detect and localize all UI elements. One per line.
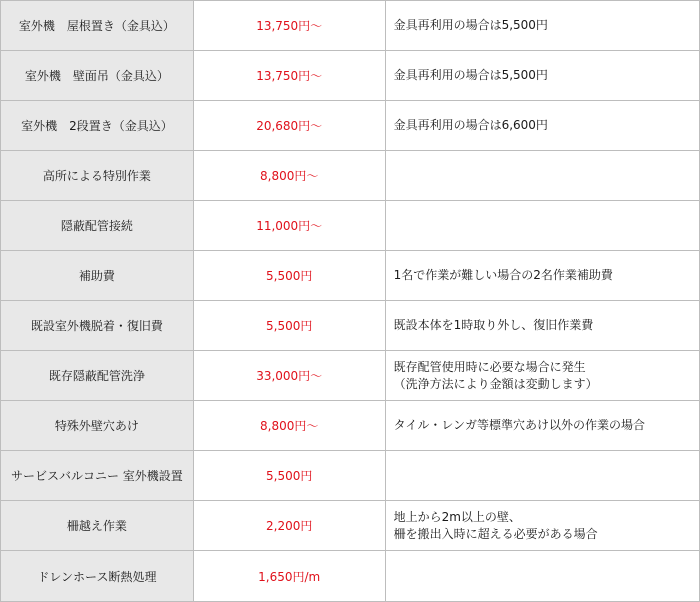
note-line: 金具再利用の場合は5,500円 <box>393 18 548 32</box>
service-name-cell: 既存隠蔽配管洗浄 <box>1 351 194 401</box>
price-cell: 13,750円～ <box>193 1 385 51</box>
table-row <box>1 251 700 301</box>
service-name-cell: ドレンホース断熱処理 <box>1 551 194 602</box>
service-name-cell: 柵越え作業 <box>1 501 194 551</box>
table-row <box>1 401 700 451</box>
note-cell <box>385 551 699 602</box>
service-name-cell: 高所による特別作業 <box>1 151 194 201</box>
note-cell <box>385 301 699 351</box>
note-line: タイル・レンガ等標準穴あけ以外の作業の場合 <box>393 418 646 432</box>
table-row <box>1 501 700 551</box>
table-row <box>1 51 700 101</box>
note-line: 1名で作業が難しい場合の2名作業補助費 <box>393 268 613 282</box>
service-name-cell: 特殊外壁穴あけ <box>1 401 194 451</box>
note-cell <box>385 51 699 101</box>
note-line: 金具再利用の場合は6,600円 <box>393 118 548 132</box>
note-cell <box>385 151 699 201</box>
table-row <box>1 151 700 201</box>
table-row <box>1 451 700 501</box>
price-cell: 11,000円～ <box>193 201 385 251</box>
price-cell: 1,650円/m <box>193 551 385 602</box>
note-cell <box>385 251 699 301</box>
service-name-cell: 既設室外機脱着・復旧費 <box>1 301 194 351</box>
table-row <box>1 301 700 351</box>
note-line: （洗浄方法により金額は変動します） <box>393 376 598 391</box>
note-line: 柵を搬出入時に超える必要がある場合 <box>393 526 598 541</box>
service-name-cell: 室外機 壁面吊（金具込） <box>1 51 194 101</box>
note-cell <box>385 201 699 251</box>
note-line: 既設本体を1時取り外し、復旧作業費 <box>393 318 594 332</box>
service-name-cell: 隠蔽配管接続 <box>1 201 194 251</box>
price-cell: 33,000円～ <box>193 351 385 401</box>
price-cell: 5,500円 <box>193 301 385 351</box>
note-cell <box>385 451 699 501</box>
note-cell <box>385 401 699 451</box>
price-cell: 5,500円 <box>193 251 385 301</box>
table-row <box>1 551 700 602</box>
table-body <box>1 1 700 602</box>
note-line: 既存配管使用時に必要な場合に発生 <box>393 359 586 374</box>
table-row <box>1 101 700 151</box>
table-row <box>1 201 700 251</box>
note-line: 金具再利用の場合は5,500円 <box>393 68 548 82</box>
price-cell: 13,750円～ <box>193 51 385 101</box>
note-line: 地上から2m以上の壁、 <box>393 509 521 524</box>
price-cell: 5,500円 <box>193 451 385 501</box>
note-cell <box>385 351 699 401</box>
service-name-cell: サービスバルコニー 室外機設置 <box>1 451 194 501</box>
note-cell <box>385 1 699 51</box>
note-cell <box>385 501 699 551</box>
table-row <box>1 1 700 51</box>
service-name-cell: 室外機 屋根置き（金具込） <box>1 1 194 51</box>
price-cell: 2,200円 <box>193 501 385 551</box>
price-cell: 20,680円～ <box>193 101 385 151</box>
price-cell: 8,800円～ <box>193 401 385 451</box>
note-cell <box>385 101 699 151</box>
service-name-cell: 室外機 2段置き（金具込） <box>1 101 194 151</box>
price-cell: 8,800円～ <box>193 151 385 201</box>
service-name-cell: 補助費 <box>1 251 194 301</box>
table-row <box>1 351 700 401</box>
